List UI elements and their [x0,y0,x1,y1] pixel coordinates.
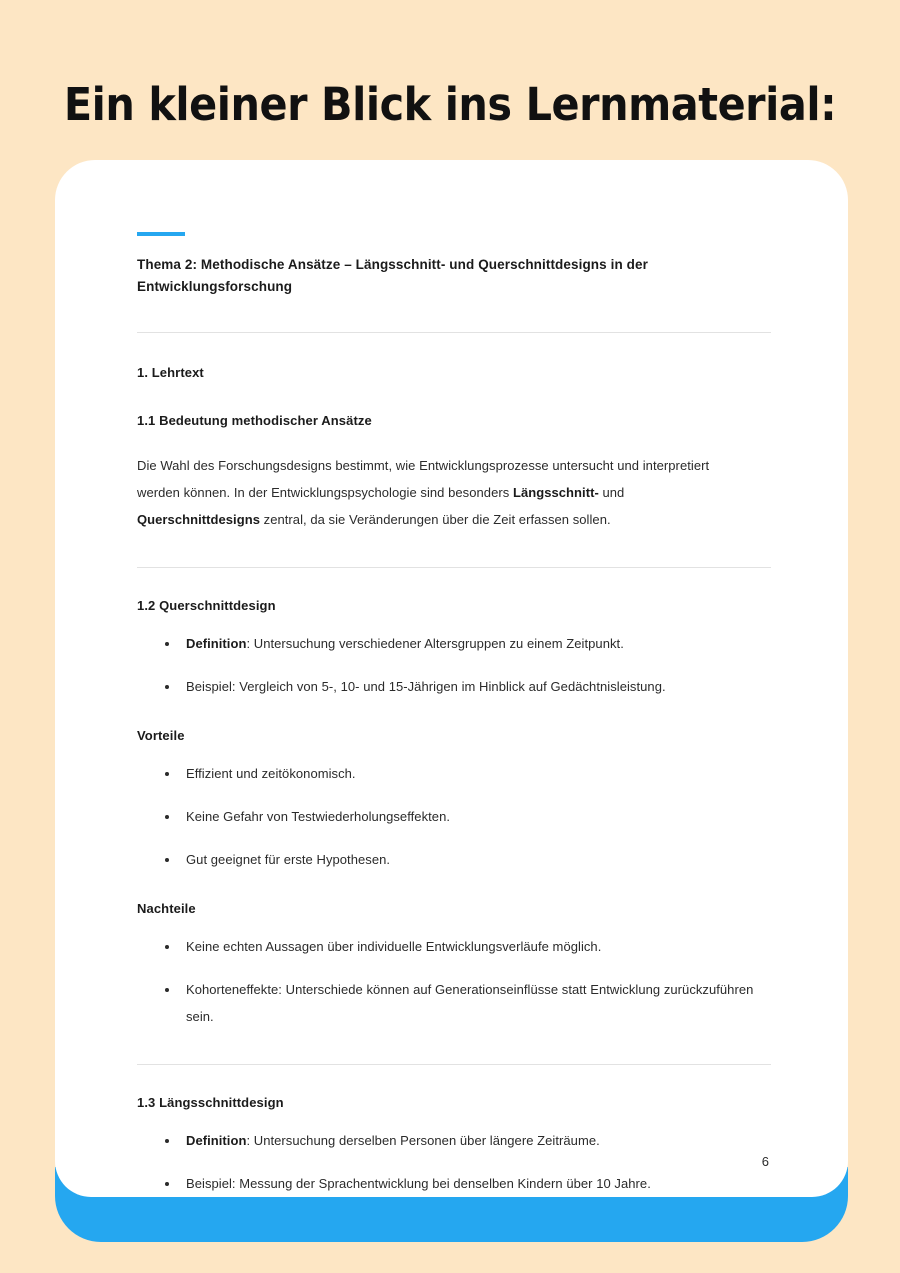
document-card [55,160,848,1197]
pros-list [137,760,771,873]
divider-after-title [137,332,771,333]
paragraph-1-1 [137,452,747,533]
list-item: Keine Gefahr von Testwiederholungseffekten. [137,803,771,830]
paragraph-1-1-bold-1: Längsschnitt- [512,485,599,500]
list-item: Effizient und zeitökonomisch. [137,760,771,787]
list-item [137,630,771,657]
list-item [137,673,771,700]
list-item-bold: Definition [186,1133,247,1148]
section-heading-1: 1. Lehrtext [137,365,204,380]
list-item-text: Beispiel: Messung der Sprachentwicklung bei denselben Kindern über 10 Jahre. [186,1176,651,1191]
cons-heading: Nachteile [137,901,196,916]
paragraph-1-1-bold-2: Querschnittdesigns [137,512,260,527]
paragraph-1-1-part-1: Die Wahl des Forschungsdesigns bestimmt, wie Entwicklungsprozesse untersucht und interpretiert werden können. In der Entwicklungspsychologie sind besonders [137,458,710,500]
list-item: Kohorteneffekte: Unterschiede können auf Generationseinflüsse statt Entwicklung zurückzuführen sein. [137,976,771,1030]
cons-list [137,933,771,1030]
list-item [137,1127,771,1154]
list-item-text: : Untersuchung verschiedener Altersgruppen zu einem Zeitpunkt. [246,636,624,651]
list-item-text: : Untersuchung derselben Personen über längere Zeiträume. [246,1133,600,1148]
pros-heading: Vorteile [137,728,185,743]
divider-after-1-2 [137,1064,771,1065]
document-card-stack [55,160,848,1242]
section-heading-1-1: 1.1 Bedeutung methodischer Ansätze [137,413,372,428]
document-content [55,232,848,1197]
list-item: Gut geeignet für erste Hypothesen. [137,846,771,873]
paragraph-1-1-part-3: zentral, da sie Veränderungen über die Zeit erfassen sollen. [259,512,611,527]
accent-bar-icon [137,232,185,236]
section-heading-1-2: 1.2 Querschnittdesign [137,598,276,613]
page-title: Ein kleiner Blick ins Lernmaterial: [63,78,837,132]
bullet-list-1-3 [137,1127,771,1197]
list-item [137,1170,771,1197]
bullet-list-1-2 [137,630,771,700]
page-number: 6 [761,1154,769,1169]
list-item: Keine echten Aussagen über individuelle Entwicklungsverläufe möglich. [137,933,771,960]
list-item-text: Beispiel: Vergleich von 5-, 10- und 15-Jährigen im Hinblick auf Gedächtnisleistung. [186,679,666,694]
paragraph-1-1-part-2: und [598,485,625,500]
section-heading-1-3: 1.3 Längsschnittdesign [137,1095,284,1110]
document-title: Thema 2: Methodische Ansätze – Längsschnitt- und Querschnittdesigns in der Entwicklungsforschung [137,257,648,294]
list-item-bold: Definition [186,636,247,651]
divider-after-1-1 [137,567,771,568]
